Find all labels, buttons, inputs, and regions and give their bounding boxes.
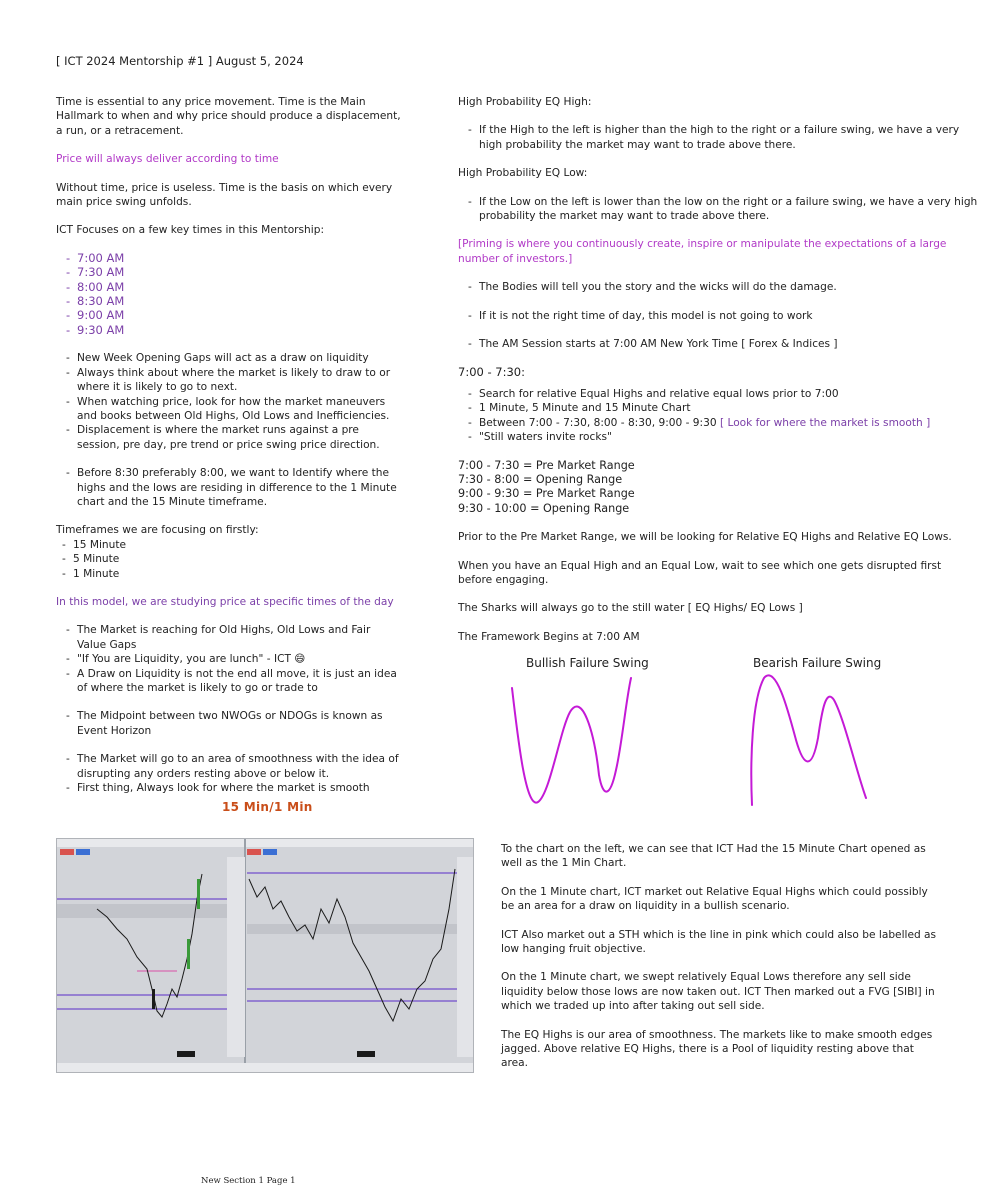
list-item: - If the High to the left is higher than the high to the right or a failure swing, we have a very high probability the market may want to trade above there.: [468, 123, 978, 152]
chart-note: The EQ Highs is our area of smoothness. The markets like to make smooth edges jagged. Above relative EQ Highs, there is a Pool of liquidity resting above that area.: [501, 1028, 933, 1070]
time-of-day-list: [458, 309, 978, 323]
model-highlight: In this model, we are studying price at specific times of the day: [56, 595, 394, 608]
range-item: 9:00 - 9:30 = Pre Market Range: [458, 487, 635, 501]
eq-high-list: [458, 123, 978, 152]
range-item: 9:30 - 10:00 = Opening Range: [458, 501, 630, 515]
range-item: 7:30 - 8:00 = Opening Range: [458, 472, 623, 486]
range-item: 7:00 - 7:30 = Pre Market Range: [458, 458, 635, 472]
timeframes-heading: Timeframes we are focusing on firstly:: [56, 524, 259, 537]
intro-paragraph: Time is essential to any price movement. Time is the Main Hallmark to when and why price should produce a displacement, a run, or a retracement.: [56, 96, 401, 137]
list-item: - The Bodies will tell you the story and the wicks will do the damage.: [468, 280, 978, 294]
am-session-list: [458, 337, 978, 351]
priming-note: [Priming is where you continuously create, inspire or manipulate the expectations of a large number of investors.]: [458, 238, 947, 265]
sharks-paragraph: The Sharks will always go to the still water [ EQ Highs/ EQ Lows ]: [458, 602, 803, 615]
window-notes-list: [458, 387, 978, 445]
list-item: - 15 Minute: [62, 538, 401, 552]
ranges-list: [458, 459, 978, 517]
list-item: - If it is not the right time of day, this model is not going to work: [468, 309, 978, 323]
list-item: - 1 Minute, 5 Minute and 15 Minute Chart: [468, 401, 978, 415]
trading-chart-screenshot: [56, 838, 474, 1073]
chart-note: On the 1 Minute chart, we swept relatively Equal Lows therefore any sell side liquidity below those lows are now taken out. ICT Then marked out a FVG [SIBI] in which we traded up into after taking out sell side.: [501, 971, 935, 1013]
right-column: [458, 95, 978, 658]
list-item: - If the Low on the left is lower than the low on the right or a failure swing, we have a very high probability the market may want to trade above there.: [468, 195, 978, 224]
list-item: - First thing, Always look for where the market is smooth: [66, 781, 401, 795]
price-time-highlight: Price will always deliver according to time: [56, 153, 279, 166]
model-notes-list-a: [56, 623, 401, 695]
key-times-list: [56, 251, 401, 337]
page-title: [ ICT 2024 Mentorship #1 ] August 5, 2024: [56, 54, 304, 68]
equal-high-low-paragraph: When you have an Equal High and an Equal Low, wait to see which one gets disrupted first before engaging.: [458, 559, 942, 586]
list-item: - 1 Minute: [62, 567, 401, 581]
chart-notes: [501, 842, 941, 1085]
list-item: - 8:30 AM: [66, 294, 401, 308]
chart-note: ICT Also market out a STH which is the line in pink which could also be labelled as low hanging fruit objective.: [501, 928, 937, 956]
chart-caption: 15 Min/1 Min: [222, 800, 313, 814]
time-basis-paragraph: Without time, price is useless. Time is the basis on which every main price swing unfolds.: [56, 181, 393, 209]
list-item: - The Midpoint between two NWOGs or NDOGs is known as Event Horizon: [66, 709, 401, 738]
window-heading: 7:00 - 7:30:: [458, 365, 525, 380]
page-footer: New Section 1 Page 1: [201, 1176, 296, 1186]
list-item: - Search for relative Equal Highs and relative equal lows prior to 7:00: [468, 387, 978, 401]
list-item: - 9:30 AM: [66, 323, 401, 337]
bullish-failure-swing-label: Bullish Failure Swing: [526, 656, 649, 670]
key-times-heading: ICT Focuses on a few key times in this Mentorship:: [56, 224, 325, 237]
bodies-list: [458, 280, 978, 294]
eq-high-heading: High Probability EQ High:: [458, 96, 592, 108]
trading-chart-image: [57, 839, 473, 1072]
eq-low-heading: High Probability EQ Low:: [458, 167, 588, 180]
model-notes-list-b: [56, 709, 401, 738]
eq-low-list: [458, 195, 978, 224]
list-item: - 7:00 AM: [66, 251, 401, 265]
list-item: - "Still waters invite rocks": [468, 430, 978, 444]
framework-paragraph: The Framework Begins at 7:00 AM: [458, 630, 640, 643]
list-item: - When watching price, look for how the market maneuvers and books between Old Highs, Old Lows and Inefficiencies.: [66, 395, 401, 424]
smooth-note: [ Look for where the market is smooth ]: [719, 416, 931, 429]
list-item: - Displacement is where the market runs against a pre session, pre day, pre trend or price swing price direction.: [66, 423, 401, 452]
model-notes-list-c: [56, 752, 401, 795]
bearish-failure-swing-curve: [751, 675, 866, 805]
list-item: - A Draw on Liquidity is not the end all move, it is just an idea of where the market is likely to go or trade to: [66, 667, 401, 696]
prior-paragraph: Prior to the Pre Market Range, we will be looking for Relative EQ Highs and Relative EQ Lows.: [458, 531, 952, 544]
bullish-failure-swing-curve: [512, 678, 631, 803]
liquidity-notes-list: [56, 351, 401, 452]
list-item: - 5 Minute: [62, 552, 401, 566]
list-item: - Always think about where the market is likely to draw to or where it is likely to go to next.: [66, 366, 401, 395]
list-item: - 7:30 AM: [66, 265, 401, 279]
list-item: [468, 416, 978, 430]
list-item: - The AM Session starts at 7:00 AM New York Time [ Forex & Indices ]: [468, 337, 978, 351]
list-item: - The Market will go to an area of smoothness with the idea of disrupting any orders resting above or below it.: [66, 752, 401, 781]
failure-swing-diagram: [500, 670, 880, 815]
bearish-failure-swing-label: Bearish Failure Swing: [753, 656, 882, 670]
list-item: - "If You are Liquidity, you are lunch" - ICT 😄: [66, 652, 401, 666]
identify-notes-list: [56, 466, 401, 509]
list-item: - New Week Opening Gaps will act as a draw on liquidity: [66, 351, 401, 365]
timeframes-list: [56, 538, 401, 581]
chart-note: On the 1 Minute chart, ICT market out Relative Equal Highs which could possibly be an area for a draw on liquidity in a bullish scenario.: [501, 885, 928, 913]
list-item: - The Market is reaching for Old Highs, Old Lows and Fair Value Gaps: [66, 623, 401, 652]
list-item: - Before 8:30 preferably 8:00, we want to Identify where the highs and the lows are residing in difference to the 1 Minute chart and the 15 Minute timeframe.: [66, 466, 401, 509]
window-times-text: Between 7:00 - 7:30, 8:00 - 8:30, 9:00 - 9:30: [479, 416, 717, 429]
chart-note: To the chart on the left, we can see that ICT Had the 15 Minute Chart opened as well as the 1 Min Chart.: [501, 843, 926, 870]
list-item: - 8:00 AM: [66, 280, 401, 294]
list-item: - 9:00 AM: [66, 308, 401, 322]
left-column: [56, 95, 401, 795]
